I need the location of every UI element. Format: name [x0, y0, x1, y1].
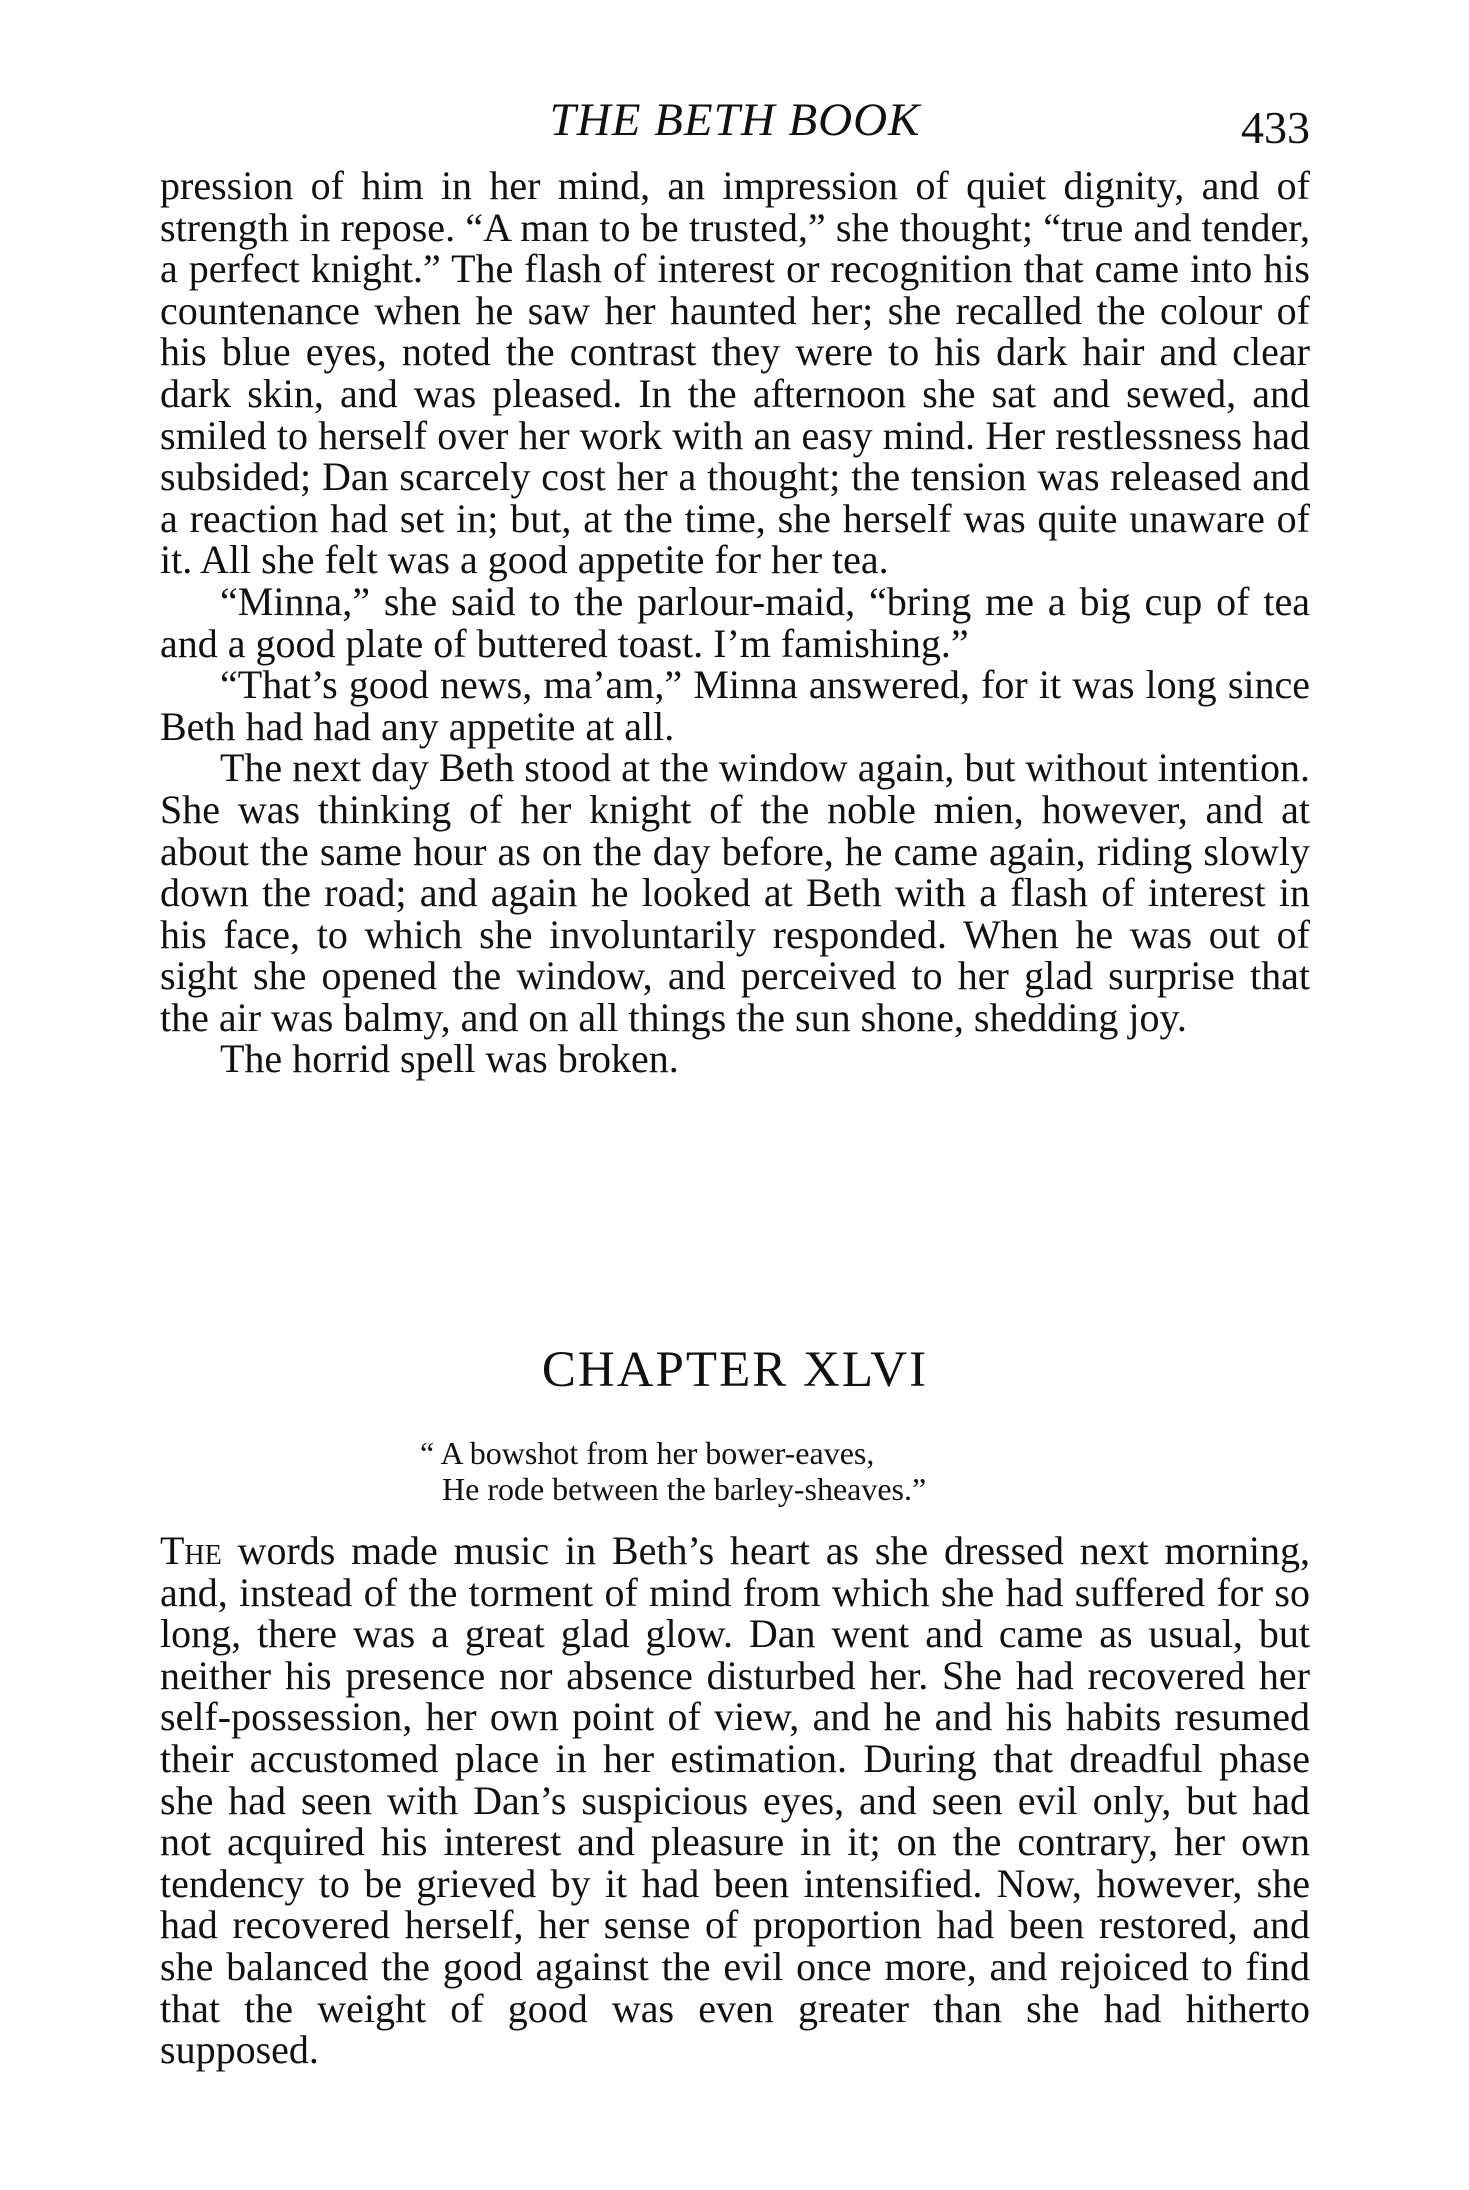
paragraph-minna-answer: “That’s good news, ma’am,” Minna answered, for it was long since Beth had had any appetite at all. — [160, 662, 1310, 749]
chapter-body — [160, 1530, 1310, 2071]
paragraph-continued: pression of him in her mind, an impression of quiet dignity, and of strength in repose. “A man to be trusted,” she thought; “true and tender, a perfect knight.” The flash of interest or recognition that came into his countenance when he saw her haunted her; she recalled the colour of his blue eyes, noted the contrast they were to his dark hair and clear dark skin, and was pleased. In the afternoon she sat and sewed, and smiled to herself over her work with an easy mind. Her restlessness had subsided; Dan scarcely cost her a thought; the tension was released and a reaction had set in; but, at the time, she herself was quite unaware of it. All she felt was a good appetite for her tea. — [160, 163, 1310, 583]
opening-word: The — [160, 1528, 222, 1573]
paragraph-next-day: The next day Beth stood at the window again, but without intention. She was thinking of her knight of the noble mien, however, and at about the same hour as on the day before, he came again, riding slowly down the road; and again he looked at Beth with a flash of interest in his face, to which she involuntarily responded. When he was out of sight she opened the window, and perceived to her glad surprise that the air was balmy, and on all things the sun shone, shedding joy. — [160, 745, 1310, 1040]
top-text-block — [160, 165, 1310, 1080]
epigraph-line-1: “ A bowshot from her bower-eaves, — [420, 1435, 875, 1471]
epigraph-line-2: He rode between the barley-sheaves.” — [442, 1471, 927, 1507]
running-title: THE BETH BOOK — [549, 94, 921, 146]
chapter-heading: CHAPTER XLVI — [541, 1342, 929, 1398]
opening-paragraph-text: words made music in Beth’s heart as she dressed next morning, and, instead of the torment of mind from which she had suffered for so long, there was a great glad glow. Dan went and came as usual, but neither his presence nor absence disturbed her. She had recovered her self-possession, her own point of view, and he and his habits resumed their accustomed place in her estimation. During that dreadful phase she had seen with Dan’s suspicious eyes, and seen evil only, but had not acquired his interest and pleasure in it; on the contrary, her own tendency to be grieved by it had been intensified. Now, however, she had recovered herself, her sense of proportion had been restored, and she balanced the good against the evil once more, and rejoiced to find that the weight of good was even greater than she had hitherto supposed. — [160, 1528, 1310, 2073]
paragraph-spell-broken: The horrid spell was broken. — [220, 1036, 679, 1082]
chapter-epigraph — [420, 1435, 1120, 1507]
page-number: 433 — [1241, 102, 1310, 153]
paragraph-minna-request: “Minna,” she said to the parlour-maid, “bring me a big cup of tea and a good plate of buttered toast. I’m famishing.” — [160, 578, 1310, 666]
running-head — [160, 90, 1310, 153]
chapter-opening-paragraph — [160, 1530, 1310, 2071]
